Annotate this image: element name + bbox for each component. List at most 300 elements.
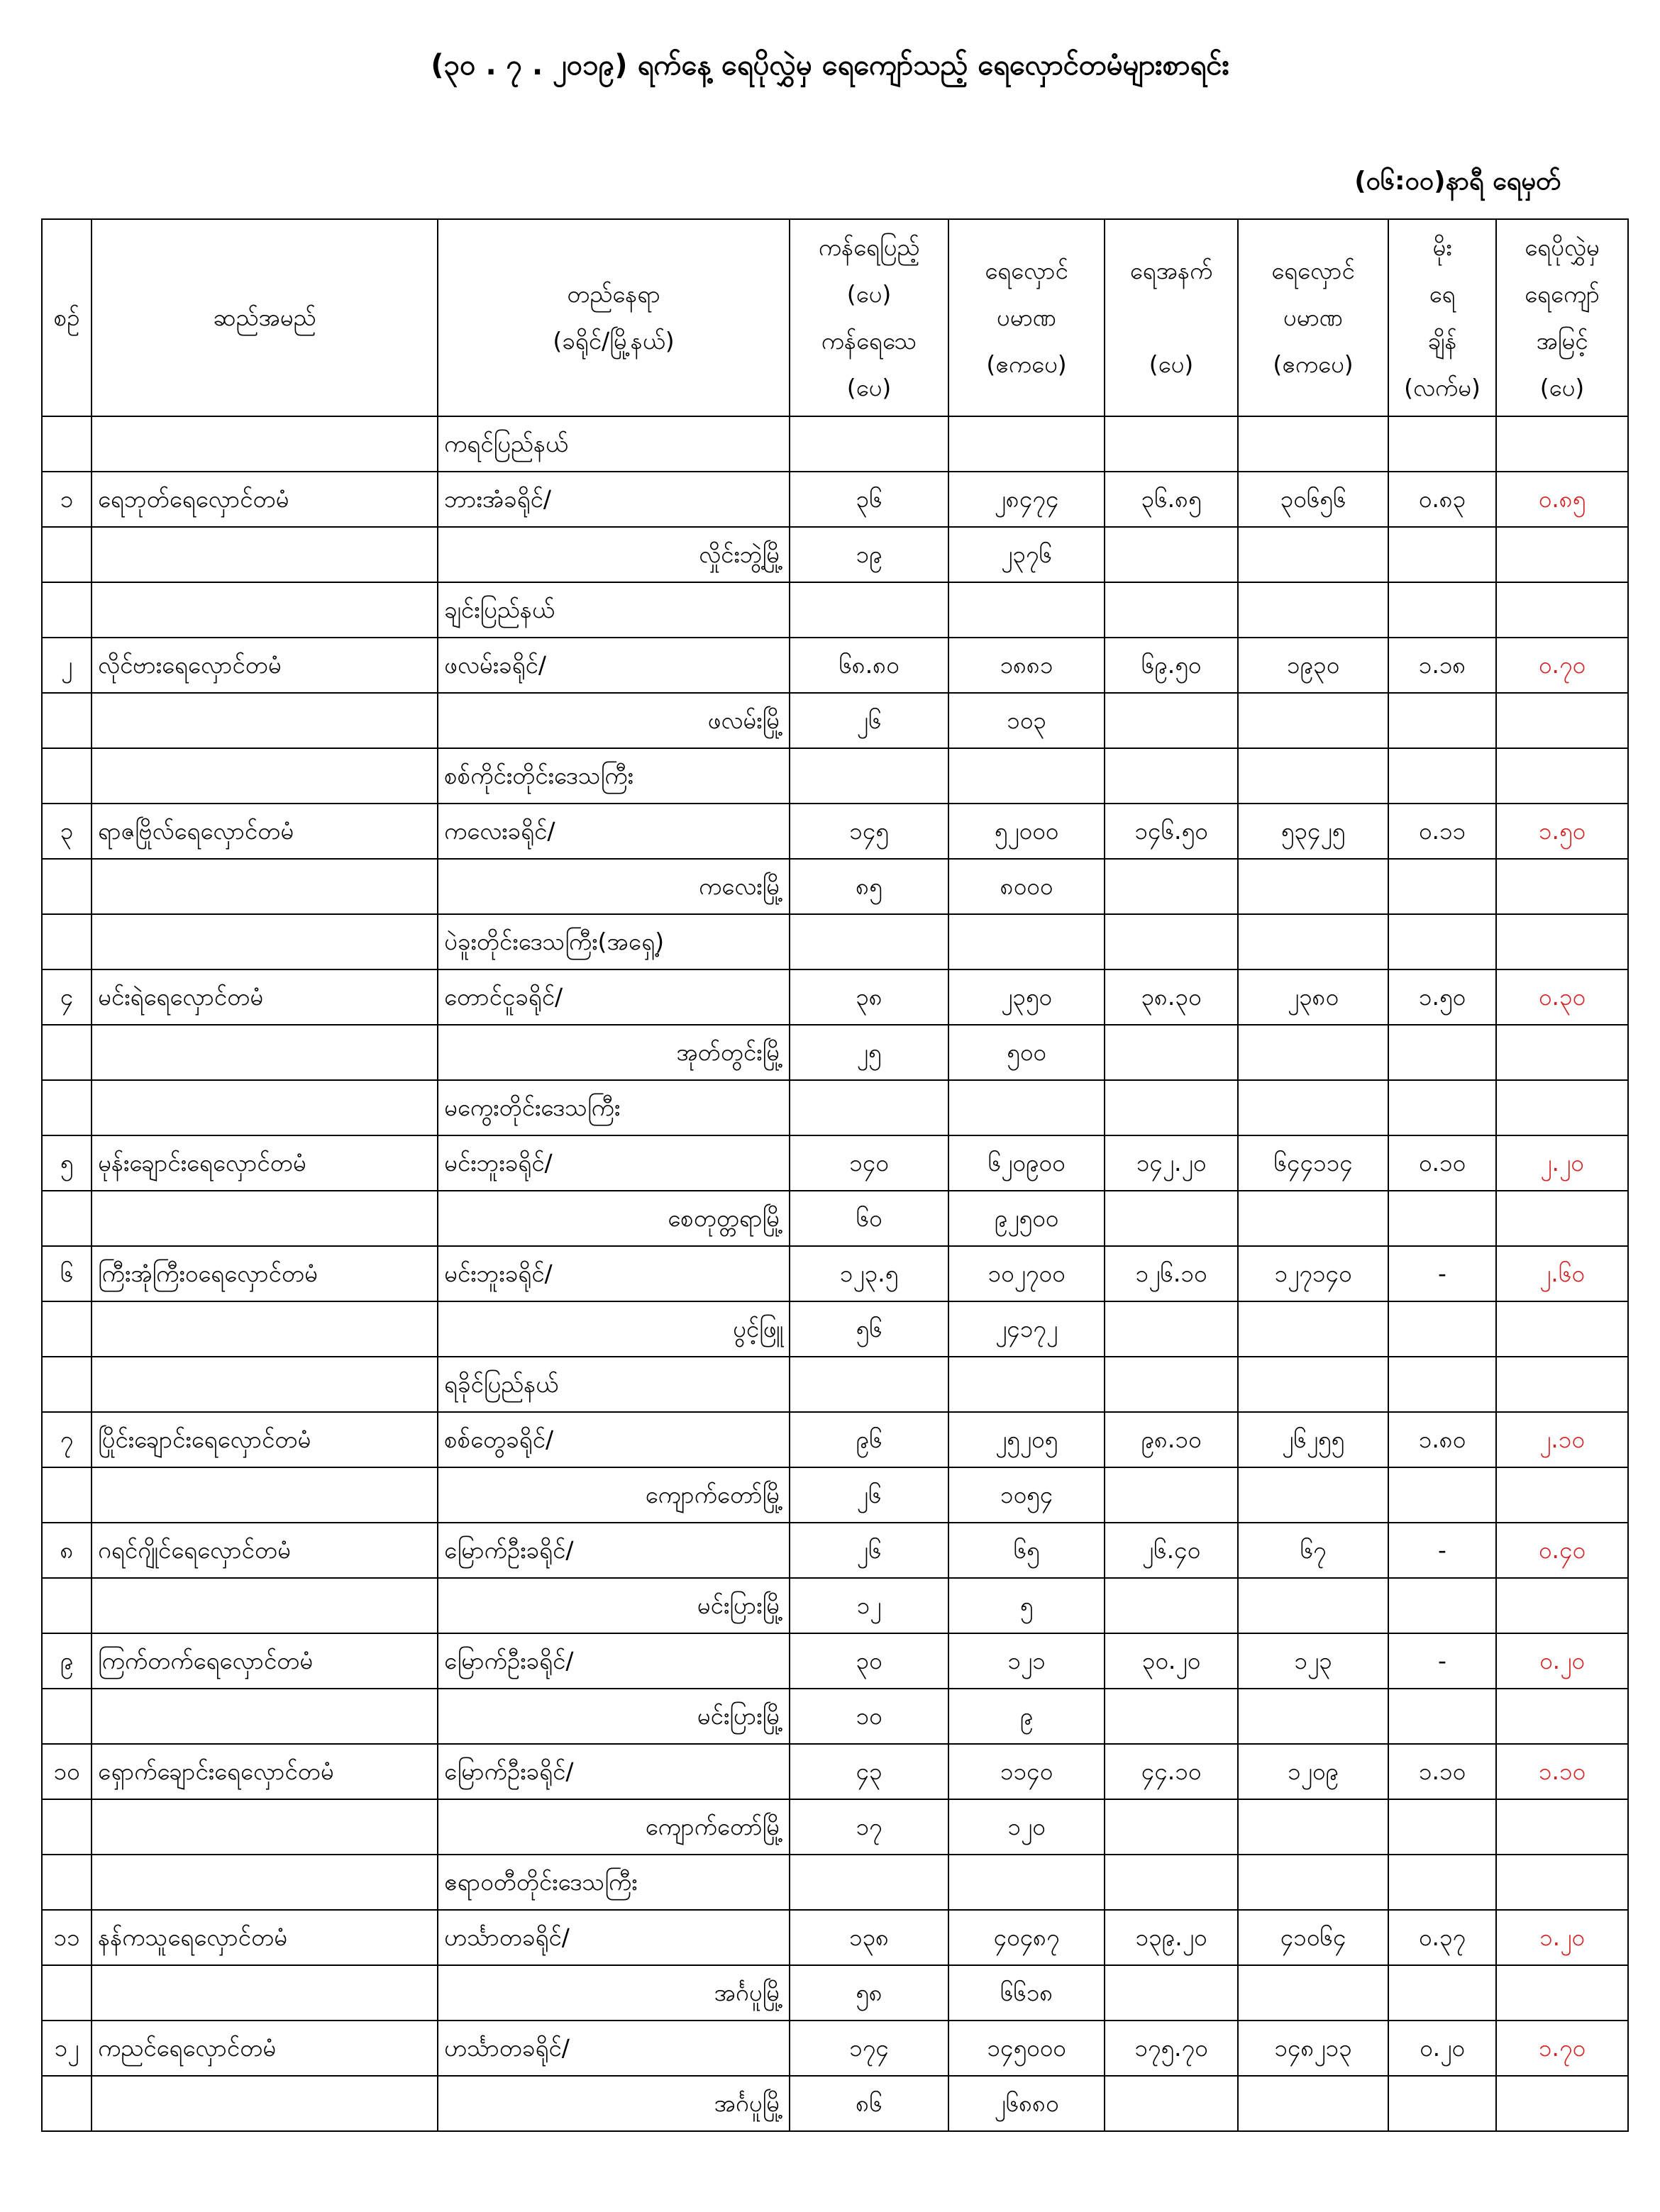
cell-dam-name bbox=[92, 693, 438, 748]
cell-no bbox=[42, 1799, 92, 1855]
cell-dam-name bbox=[92, 527, 438, 582]
cell-location: ဧရာဝတီတိုင်းဒေသကြီး bbox=[438, 1855, 790, 1910]
cell-location: မင်းဘူးခရိုင်/ bbox=[438, 1135, 790, 1191]
cell-dam-name: ကြက်တက်ရေလှောင်တမံ bbox=[92, 1633, 438, 1689]
cell-location: မင်းဘူးခရိုင်/ bbox=[438, 1246, 790, 1301]
cell-no: ၈ bbox=[42, 1523, 92, 1578]
cell-spill-height: ၀.၂၀ bbox=[1496, 1633, 1628, 1689]
cell-spill-height bbox=[1496, 527, 1628, 582]
cell-full-level: ၆၈.၈၀ bbox=[790, 638, 948, 693]
table-row bbox=[42, 1467, 1628, 1523]
cell-full-volume bbox=[948, 748, 1105, 804]
cell-no: ၅ bbox=[42, 1135, 92, 1191]
cell-water-level bbox=[1105, 1467, 1238, 1523]
cell-water-level: ၃၈.၃၀ bbox=[1105, 969, 1238, 1025]
cell-full-volume: ၁၂၁ bbox=[948, 1633, 1105, 1689]
cell-rainfall: - bbox=[1388, 1633, 1496, 1689]
cell-water-level bbox=[1105, 1301, 1238, 1357]
cell-full-volume: ၁၁၄၀ bbox=[948, 1744, 1105, 1799]
cell-water-level: ၁၇၅.၇၀ bbox=[1105, 2021, 1238, 2076]
table-header-row bbox=[42, 219, 1628, 416]
cell-dam-name bbox=[92, 1467, 438, 1523]
cell-location: အုတ်တွင်းမြို့ bbox=[438, 1025, 790, 1080]
cell-rainfall bbox=[1388, 859, 1496, 914]
cell-full-level: ၈၅ bbox=[790, 859, 948, 914]
cell-no bbox=[42, 1191, 92, 1246]
cell-full-volume: ၆၅ bbox=[948, 1523, 1105, 1578]
cell-spill-height: ၁.၂၀ bbox=[1496, 1910, 1628, 1965]
cell-location: ကျောက်တော်မြို့ bbox=[438, 1467, 790, 1523]
cell-water-level: ၆၉.၅၀ bbox=[1105, 638, 1238, 693]
table-row bbox=[42, 1910, 1628, 1965]
cell-full-level bbox=[790, 748, 948, 804]
table-row bbox=[42, 969, 1628, 1025]
cell-dam-name: ရေဘုတ်ရေလှောင်တမံ bbox=[92, 472, 438, 527]
cell-full-volume bbox=[948, 914, 1105, 969]
cell-full-level: ၂၆ bbox=[790, 693, 948, 748]
cell-rainfall bbox=[1388, 1301, 1496, 1357]
cell-full-volume bbox=[948, 1855, 1105, 1910]
table-row bbox=[42, 1135, 1628, 1191]
region-header-row bbox=[42, 1357, 1628, 1412]
cell-location: ဟင်္သာတခရိုင်/ bbox=[438, 2021, 790, 2076]
cell-spill-height bbox=[1496, 1855, 1628, 1910]
cell-current-volume bbox=[1238, 1025, 1388, 1080]
cell-dam-name bbox=[92, 1025, 438, 1080]
dam-spill-table bbox=[41, 218, 1629, 2132]
cell-no bbox=[42, 1689, 92, 1744]
cell-current-volume: ၁၂၇၁၄၀ bbox=[1238, 1246, 1388, 1301]
cell-full-volume: ၉၂၅၀၀ bbox=[948, 1191, 1105, 1246]
cell-full-level: ၁၇၄ bbox=[790, 2021, 948, 2076]
cell-full-volume bbox=[948, 1080, 1105, 1135]
header-full-volume: ရေလှောင် ပမာဏ (ဧကပေ) bbox=[948, 219, 1105, 416]
table-row bbox=[42, 2076, 1628, 2131]
cell-rainfall bbox=[1388, 1855, 1496, 1910]
cell-water-level bbox=[1105, 748, 1238, 804]
cell-water-level bbox=[1105, 1965, 1238, 2021]
cell-water-level: ၃၆.၈၅ bbox=[1105, 472, 1238, 527]
cell-no: ၁၂ bbox=[42, 2021, 92, 2076]
cell-full-volume: ၂၆၈၈၀ bbox=[948, 2076, 1105, 2131]
cell-full-volume bbox=[948, 582, 1105, 638]
cell-rainfall: ၀.၂၀ bbox=[1388, 2021, 1496, 2076]
cell-no bbox=[42, 1467, 92, 1523]
table-row bbox=[42, 1246, 1628, 1301]
cell-location: ကရင်ပြည်နယ် bbox=[438, 416, 790, 472]
cell-rainfall bbox=[1388, 2076, 1496, 2131]
cell-rainfall bbox=[1388, 582, 1496, 638]
cell-no bbox=[42, 1080, 92, 1135]
cell-location: ကျောက်တော်မြို့ bbox=[438, 1799, 790, 1855]
table-row bbox=[42, 1633, 1628, 1689]
cell-rainfall: ၁.၁၈ bbox=[1388, 638, 1496, 693]
cell-dam-name bbox=[92, 748, 438, 804]
header-no: စဉ် bbox=[42, 219, 92, 416]
document-title: (၃၀ . ၇ . ၂၀၁၉) ရက်နေ့ ရေပိုလွှဲမှ ရေကျော်သည့် ရေလှောင်တမံများစာရင်း bbox=[431, 49, 1229, 82]
region-header-row bbox=[42, 1080, 1628, 1135]
cell-full-volume: ၈၀၀၀ bbox=[948, 859, 1105, 914]
cell-no bbox=[42, 914, 92, 969]
table-row bbox=[42, 693, 1628, 748]
cell-current-volume: ၂၆၂၅၅ bbox=[1238, 1412, 1388, 1467]
cell-water-level bbox=[1105, 859, 1238, 914]
cell-rainfall bbox=[1388, 1467, 1496, 1523]
cell-full-level: ၄၃ bbox=[790, 1744, 948, 1799]
cell-full-volume: ၉ bbox=[948, 1689, 1105, 1744]
table-row bbox=[42, 1191, 1628, 1246]
cell-full-level: ၉၆ bbox=[790, 1412, 948, 1467]
cell-rainfall: ၁.၈၀ bbox=[1388, 1412, 1496, 1467]
cell-spill-height bbox=[1496, 859, 1628, 914]
cell-rainfall: ၀.၁၀ bbox=[1388, 1135, 1496, 1191]
cell-full-volume: ၂၄၁၇၂ bbox=[948, 1301, 1105, 1357]
cell-dam-name bbox=[92, 416, 438, 472]
cell-no: ၁၀ bbox=[42, 1744, 92, 1799]
cell-spill-height: ၀.၇၀ bbox=[1496, 638, 1628, 693]
cell-current-volume: ၅၃၄၂၅ bbox=[1238, 804, 1388, 859]
cell-current-volume bbox=[1238, 1578, 1388, 1633]
cell-water-level bbox=[1105, 693, 1238, 748]
cell-rainfall bbox=[1388, 416, 1496, 472]
cell-full-level: ၂၅ bbox=[790, 1025, 948, 1080]
cell-location: အင်္ဂပူမြို့ bbox=[438, 1965, 790, 2021]
table-row bbox=[42, 1025, 1628, 1080]
cell-full-volume: ၄၀၄၈၇ bbox=[948, 1910, 1105, 1965]
cell-full-volume: ၁၀၃ bbox=[948, 693, 1105, 748]
cell-spill-height: ၀.၄၀ bbox=[1496, 1523, 1628, 1578]
cell-rainfall bbox=[1388, 1965, 1496, 2021]
cell-water-level bbox=[1105, 1191, 1238, 1246]
cell-full-volume: ၂၅၂၀၅ bbox=[948, 1412, 1105, 1467]
cell-current-volume bbox=[1238, 1689, 1388, 1744]
cell-current-volume bbox=[1238, 748, 1388, 804]
cell-rainfall bbox=[1388, 1689, 1496, 1744]
cell-location: ဟင်္သာတခရိုင်/ bbox=[438, 1910, 790, 1965]
cell-spill-height bbox=[1496, 1689, 1628, 1744]
cell-water-level: ၉၈.၁၀ bbox=[1105, 1412, 1238, 1467]
header-location: တည်နေရာ (ခရိုင်/မြို့နယ်) bbox=[438, 219, 790, 416]
cell-no bbox=[42, 859, 92, 914]
cell-spill-height bbox=[1496, 1965, 1628, 2021]
cell-current-volume: ၁၄၈၂၁၃ bbox=[1238, 2021, 1388, 2076]
cell-water-level: ၁၂၆.၁၀ bbox=[1105, 1246, 1238, 1301]
table-row bbox=[42, 859, 1628, 914]
cell-spill-height bbox=[1496, 1301, 1628, 1357]
cell-full-level bbox=[790, 1080, 948, 1135]
cell-spill-height bbox=[1496, 1025, 1628, 1080]
cell-current-volume: ၃၀၆၅၆ bbox=[1238, 472, 1388, 527]
cell-no: ၃ bbox=[42, 804, 92, 859]
cell-full-level bbox=[790, 1855, 948, 1910]
cell-full-volume: ၅၀၀ bbox=[948, 1025, 1105, 1080]
cell-rainfall: ၀.၈၃ bbox=[1388, 472, 1496, 527]
table-row bbox=[42, 1744, 1628, 1799]
cell-full-volume: ၁၂၀ bbox=[948, 1799, 1105, 1855]
cell-current-volume: ၄၁၀၆၄ bbox=[1238, 1910, 1388, 1965]
cell-current-volume bbox=[1238, 527, 1388, 582]
cell-rainfall: ၀.၃၇ bbox=[1388, 1910, 1496, 1965]
cell-no bbox=[42, 1025, 92, 1080]
cell-no: ၆ bbox=[42, 1246, 92, 1301]
cell-spill-height bbox=[1496, 1799, 1628, 1855]
cell-rainfall bbox=[1388, 914, 1496, 969]
cell-dam-name bbox=[92, 1578, 438, 1633]
cell-full-volume: ၆၂၀၉၀၀ bbox=[948, 1135, 1105, 1191]
cell-no: ၉ bbox=[42, 1633, 92, 1689]
cell-no bbox=[42, 1578, 92, 1633]
cell-dam-name bbox=[92, 914, 438, 969]
cell-full-level: ၅၈ bbox=[790, 1965, 948, 2021]
cell-water-level bbox=[1105, 1855, 1238, 1910]
cell-full-level: ၃၀ bbox=[790, 1633, 948, 1689]
cell-dam-name: မင်းရဲရေလှောင်တမံ bbox=[92, 969, 438, 1025]
cell-spill-height bbox=[1496, 2076, 1628, 2131]
cell-rainfall bbox=[1388, 1799, 1496, 1855]
cell-no: ၄ bbox=[42, 969, 92, 1025]
measurement-time-label: (၀၆:၀၀)နာရီ ရေမှတ် bbox=[1354, 167, 1561, 196]
cell-current-volume: ၆၄၄၁၁၄ bbox=[1238, 1135, 1388, 1191]
cell-full-volume: ၁၀၅၄ bbox=[948, 1467, 1105, 1523]
cell-location: မင်းပြားမြို့ bbox=[438, 1689, 790, 1744]
table-row bbox=[42, 638, 1628, 693]
cell-current-volume bbox=[1238, 859, 1388, 914]
cell-full-level: ၁၉ bbox=[790, 527, 948, 582]
cell-full-level: ၂၆ bbox=[790, 1467, 948, 1523]
cell-full-level: ၁၃၈ bbox=[790, 1910, 948, 1965]
cell-current-volume bbox=[1238, 1301, 1388, 1357]
cell-no bbox=[42, 527, 92, 582]
cell-dam-name: ရာဇဗြိုလ်ရေလှောင်တမံ bbox=[92, 804, 438, 859]
cell-no: ၁၁ bbox=[42, 1910, 92, 1965]
header-current-volume: ရေလှောင် ပမာဏ (ဧကပေ) bbox=[1238, 219, 1388, 416]
cell-water-level: ၁၄၆.၅၀ bbox=[1105, 804, 1238, 859]
cell-dam-name bbox=[92, 1191, 438, 1246]
cell-no bbox=[42, 748, 92, 804]
cell-location: မင်းပြားမြို့ bbox=[438, 1578, 790, 1633]
cell-current-volume: ၆၇ bbox=[1238, 1523, 1388, 1578]
cell-dam-name: ဂရင်ဂျိုင်ရေလှောင်တမံ bbox=[92, 1523, 438, 1578]
table-row bbox=[42, 1301, 1628, 1357]
cell-dam-name: နန်ကသူရေလှောင်တမံ bbox=[92, 1910, 438, 1965]
cell-current-volume bbox=[1238, 582, 1388, 638]
cell-spill-height bbox=[1496, 1191, 1628, 1246]
cell-current-volume bbox=[1238, 2076, 1388, 2131]
cell-full-volume: ၅၂၀၀၀ bbox=[948, 804, 1105, 859]
cell-no bbox=[42, 1357, 92, 1412]
cell-location: ပွင့်ဖြူ bbox=[438, 1301, 790, 1357]
table-row bbox=[42, 1578, 1628, 1633]
cell-water-level: ၄၄.၁၀ bbox=[1105, 1744, 1238, 1799]
region-header-row bbox=[42, 748, 1628, 804]
header-spill-height: ရေပိုလွှဲမှ ရေကျော် အမြင့် (ပေ) bbox=[1496, 219, 1628, 416]
cell-spill-height bbox=[1496, 693, 1628, 748]
cell-dam-name bbox=[92, 1965, 438, 2021]
cell-dam-name: လိုင်ဗားရေလှောင်တမံ bbox=[92, 638, 438, 693]
cell-spill-height: ၂.၆၀ bbox=[1496, 1246, 1628, 1301]
cell-location: အင်္ဂပူမြို့ bbox=[438, 2076, 790, 2131]
cell-no bbox=[42, 2076, 92, 2131]
table-row bbox=[42, 527, 1628, 582]
cell-dam-name bbox=[92, 1799, 438, 1855]
cell-current-volume bbox=[1238, 1965, 1388, 2021]
cell-current-volume bbox=[1238, 1467, 1388, 1523]
table-body bbox=[42, 416, 1628, 2131]
cell-spill-height bbox=[1496, 748, 1628, 804]
header-full-level: ကန်ရေပြည့် (ပေ) ကန်ရေသေ (ပေ) bbox=[790, 219, 948, 416]
cell-spill-height: ၀.၃၀ bbox=[1496, 969, 1628, 1025]
table-row bbox=[42, 2021, 1628, 2076]
cell-water-level bbox=[1105, 416, 1238, 472]
region-header-row bbox=[42, 914, 1628, 969]
table-row bbox=[42, 472, 1628, 527]
cell-rainfall: ၀.၁၁ bbox=[1388, 804, 1496, 859]
cell-dam-name bbox=[92, 1689, 438, 1744]
cell-current-volume bbox=[1238, 416, 1388, 472]
cell-spill-height bbox=[1496, 1467, 1628, 1523]
cell-location: ပဲခူးတိုင်းဒေသကြီး(အရှေ့) bbox=[438, 914, 790, 969]
cell-rainfall bbox=[1388, 1357, 1496, 1412]
cell-water-level bbox=[1105, 1357, 1238, 1412]
cell-dam-name bbox=[92, 582, 438, 638]
cell-spill-height: ၁.၇၀ bbox=[1496, 2021, 1628, 2076]
cell-location: မြောက်ဦးခရိုင်/ bbox=[438, 1744, 790, 1799]
cell-spill-height bbox=[1496, 914, 1628, 969]
cell-location: မြောက်ဦးခရိုင်/ bbox=[438, 1523, 790, 1578]
cell-current-volume bbox=[1238, 693, 1388, 748]
cell-full-level: ၁၄၀ bbox=[790, 1135, 948, 1191]
cell-full-volume: ၁၄၅၀၀၀ bbox=[948, 2021, 1105, 2076]
header-water-level: ရေအနက် (ပေ) bbox=[1105, 219, 1238, 416]
cell-full-level: ၆၀ bbox=[790, 1191, 948, 1246]
cell-no: ၂ bbox=[42, 638, 92, 693]
cell-water-level bbox=[1105, 2076, 1238, 2131]
cell-current-volume bbox=[1238, 1799, 1388, 1855]
cell-no bbox=[42, 582, 92, 638]
cell-no bbox=[42, 1855, 92, 1910]
cell-no: ၁ bbox=[42, 472, 92, 527]
cell-no bbox=[42, 416, 92, 472]
cell-full-level: ၈၆ bbox=[790, 2076, 948, 2131]
cell-no bbox=[42, 693, 92, 748]
cell-current-volume bbox=[1238, 1191, 1388, 1246]
cell-water-level: ၂၆.၄၀ bbox=[1105, 1523, 1238, 1578]
cell-full-level: ၁၄၅ bbox=[790, 804, 948, 859]
cell-location: စစ်တွေခရိုင်/ bbox=[438, 1412, 790, 1467]
cell-rainfall bbox=[1388, 527, 1496, 582]
table-row bbox=[42, 1412, 1628, 1467]
table-row bbox=[42, 1799, 1628, 1855]
cell-dam-name bbox=[92, 859, 438, 914]
cell-full-volume: ၁၈၈၁ bbox=[948, 638, 1105, 693]
cell-spill-height: ၂.၂၀ bbox=[1496, 1135, 1628, 1191]
cell-full-volume: ၂၈၄၇၄ bbox=[948, 472, 1105, 527]
cell-full-level: ၅၆ bbox=[790, 1301, 948, 1357]
table-row bbox=[42, 804, 1628, 859]
cell-current-volume bbox=[1238, 1357, 1388, 1412]
cell-full-level: ၁၂ bbox=[790, 1578, 948, 1633]
table-row bbox=[42, 1965, 1628, 2021]
cell-spill-height bbox=[1496, 1578, 1628, 1633]
cell-location: မကွေးတိုင်းဒေသကြီး bbox=[438, 1080, 790, 1135]
cell-spill-height bbox=[1496, 416, 1628, 472]
cell-rainfall: ၁.၅၀ bbox=[1388, 969, 1496, 1025]
cell-water-level bbox=[1105, 914, 1238, 969]
cell-current-volume: ၁၉၃၀ bbox=[1238, 638, 1388, 693]
cell-location: လှိုင်းဘွဲ့မြို့ bbox=[438, 527, 790, 582]
cell-full-volume bbox=[948, 1357, 1105, 1412]
cell-dam-name: ရှောက်ချောင်းရေလှောင်တမံ bbox=[92, 1744, 438, 1799]
cell-rainfall bbox=[1388, 693, 1496, 748]
cell-no: ၇ bbox=[42, 1412, 92, 1467]
cell-location: ဖလမ်းမြို့ bbox=[438, 693, 790, 748]
table-row bbox=[42, 1689, 1628, 1744]
cell-spill-height bbox=[1496, 1357, 1628, 1412]
cell-dam-name bbox=[92, 1855, 438, 1910]
cell-full-volume: ၂၃၅၀ bbox=[948, 969, 1105, 1025]
region-header-row bbox=[42, 1855, 1628, 1910]
cell-location: ရခိုင်ပြည်နယ် bbox=[438, 1357, 790, 1412]
cell-dam-name: ပြိုင်းချောင်းရေလှောင်တမံ bbox=[92, 1412, 438, 1467]
cell-location: ကလေးခရိုင်/ bbox=[438, 804, 790, 859]
cell-rainfall bbox=[1388, 1080, 1496, 1135]
cell-water-level bbox=[1105, 1689, 1238, 1744]
cell-full-volume: ၅ bbox=[948, 1578, 1105, 1633]
cell-full-level bbox=[790, 416, 948, 472]
cell-location: ချင်းပြည်နယ် bbox=[438, 582, 790, 638]
cell-full-level: ၁၀ bbox=[790, 1689, 948, 1744]
cell-water-level bbox=[1105, 1799, 1238, 1855]
cell-spill-height bbox=[1496, 1080, 1628, 1135]
cell-water-level: ၁၃၉.၂၀ bbox=[1105, 1910, 1238, 1965]
cell-full-volume: ၆၆၁၈ bbox=[948, 1965, 1105, 2021]
cell-dam-name bbox=[92, 1301, 438, 1357]
cell-full-level bbox=[790, 914, 948, 969]
cell-current-volume bbox=[1238, 914, 1388, 969]
cell-location: ဘားအံခရိုင်/ bbox=[438, 472, 790, 527]
cell-rainfall bbox=[1388, 1191, 1496, 1246]
cell-current-volume bbox=[1238, 1855, 1388, 1910]
cell-full-level bbox=[790, 582, 948, 638]
cell-full-level: ၁၇ bbox=[790, 1799, 948, 1855]
cell-full-level bbox=[790, 1357, 948, 1412]
cell-water-level bbox=[1105, 1080, 1238, 1135]
cell-water-level bbox=[1105, 1025, 1238, 1080]
cell-location: မြောက်ဦးခရိုင်/ bbox=[438, 1633, 790, 1689]
cell-spill-height: ၂.၁၀ bbox=[1496, 1412, 1628, 1467]
cell-dam-name bbox=[92, 2076, 438, 2131]
cell-location: စစ်ကိုင်းတိုင်းဒေသကြီး bbox=[438, 748, 790, 804]
cell-full-level: ၃၈ bbox=[790, 969, 948, 1025]
cell-full-level: ၁၂၃.၅ bbox=[790, 1246, 948, 1301]
cell-water-level: ၁၄၂.၂၀ bbox=[1105, 1135, 1238, 1191]
cell-dam-name bbox=[92, 1080, 438, 1135]
cell-spill-height: ၀.၈၅ bbox=[1496, 472, 1628, 527]
cell-water-level bbox=[1105, 527, 1238, 582]
cell-rainfall: ၁.၁၀ bbox=[1388, 1744, 1496, 1799]
cell-dam-name: ကြီးအုံကြီးဝရေလှောင်တမံ bbox=[92, 1246, 438, 1301]
region-header-row bbox=[42, 582, 1628, 638]
cell-full-volume bbox=[948, 416, 1105, 472]
cell-current-volume: ၁၂၀၉ bbox=[1238, 1744, 1388, 1799]
cell-spill-height: ၁.၅၀ bbox=[1496, 804, 1628, 859]
cell-location: ဖလမ်းခရိုင်/ bbox=[438, 638, 790, 693]
cell-location: စေတုတ္တရာမြို့ bbox=[438, 1191, 790, 1246]
cell-water-level: ၃၀.၂၀ bbox=[1105, 1633, 1238, 1689]
cell-no bbox=[42, 1965, 92, 2021]
cell-spill-height: ၁.၁၀ bbox=[1496, 1744, 1628, 1799]
cell-no bbox=[42, 1301, 92, 1357]
